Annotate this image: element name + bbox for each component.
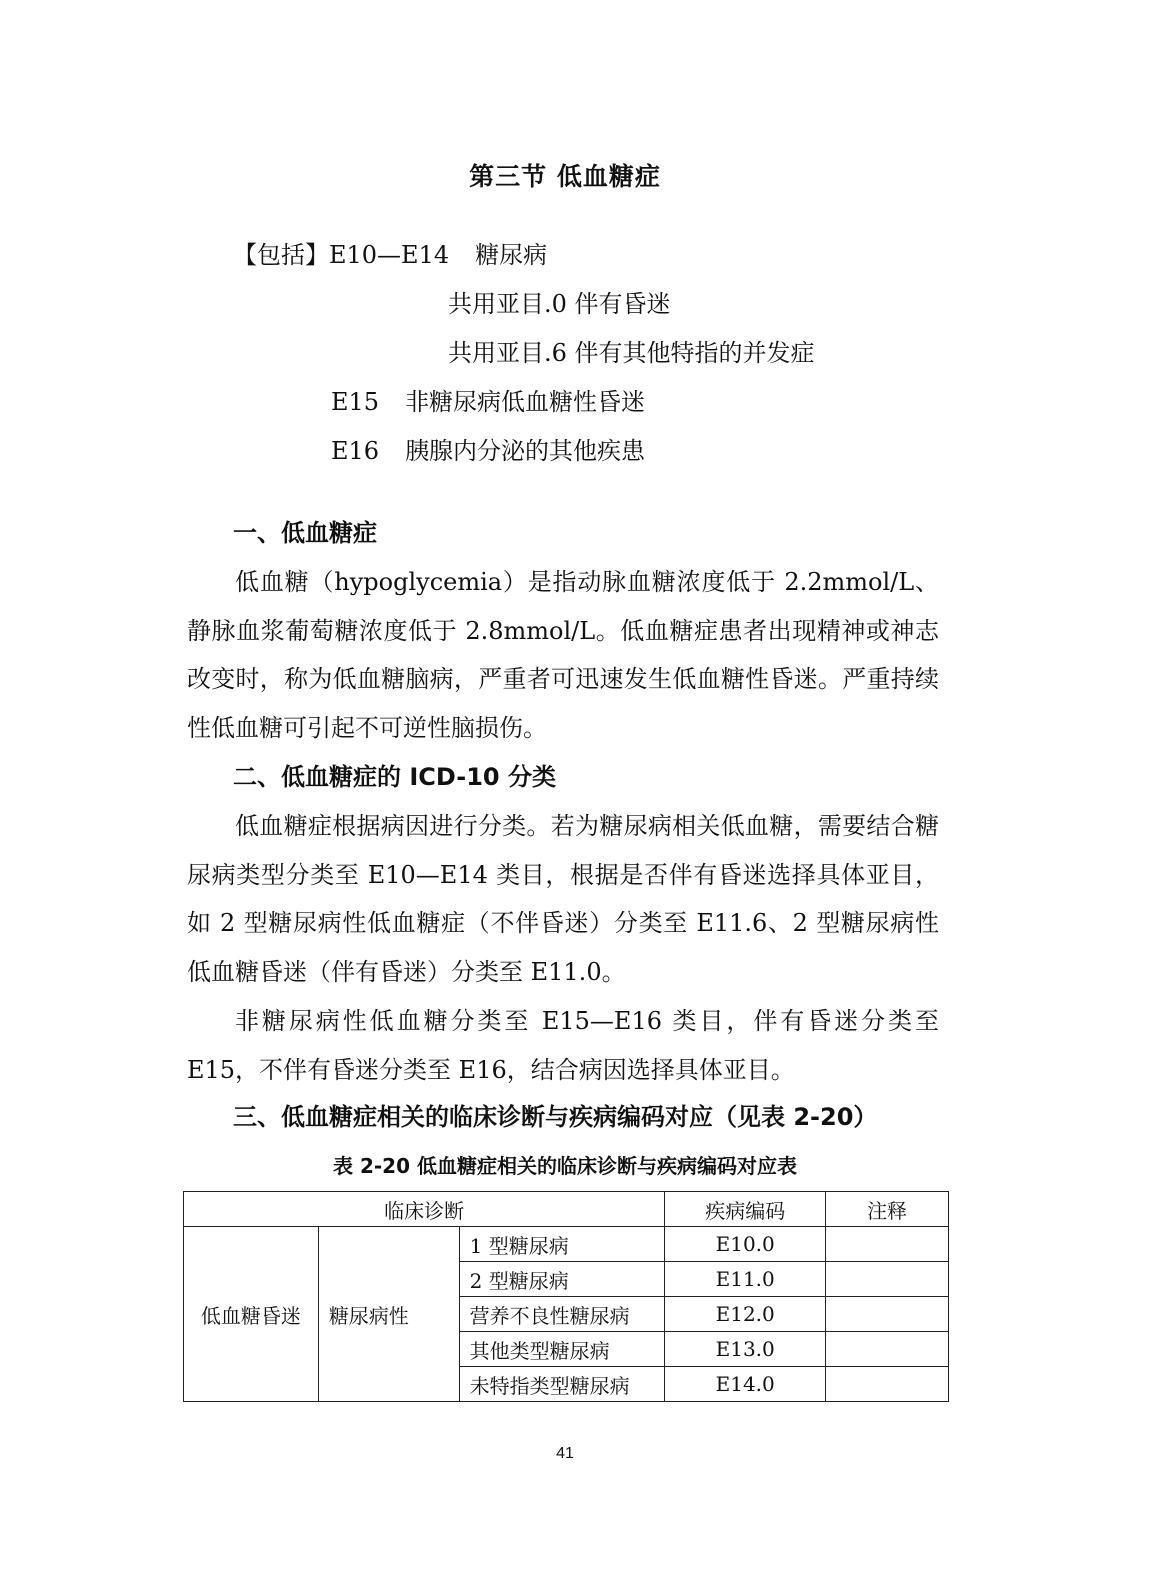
section-heading-1: 一、低血糖症 (233, 519, 377, 547)
header-disease-code: 疾病编码 (665, 1192, 826, 1227)
table-row (184, 1227, 949, 1262)
code-cell: E14.0 (665, 1367, 826, 1402)
paragraph-classification: 低血糖症根据病因进行分类。若为糖尿病相关低血糖，需要结合糖尿病类型分类至 E10—E14 类目，根据是否伴有昏迷选择具体亚目，如 2 型糖尿病性低血糖症（不伴昏迷）分类至 E11.6、2 型糖尿病性低血糖昏迷（伴有昏迷）分类至 E11.0。 (187, 812, 939, 986)
header-clinical-diagnosis: 临床诊断 (184, 1192, 665, 1227)
note-cell (826, 1367, 949, 1402)
include-text: 共用亚目.6 伴有其他特指的并发症 (448, 339, 815, 367)
table-header-row (184, 1192, 949, 1227)
include-code: E10—E14 (329, 241, 450, 269)
note-cell (826, 1227, 949, 1262)
include-code: E15 (331, 388, 380, 416)
include-line-3 (448, 335, 815, 371)
include-line-5 (331, 433, 645, 469)
paragraph-non-diabetic: 非糖尿病性低血糖分类至 E15—E16 类目，伴有昏迷分类至 E15，不伴有昏迷分类至 E16，结合病因选择具体亚目。 (187, 1007, 939, 1084)
include-line-1 (233, 237, 547, 273)
table-caption: 表 2-20 低血糖症相关的临床诊断与疾病编码对应表 (333, 1154, 797, 1178)
header-note: 注释 (826, 1192, 949, 1227)
code-cell: E13.0 (665, 1332, 826, 1367)
include-bracket: 【包括】 (233, 241, 329, 269)
include-code: E16 (331, 437, 380, 465)
section-title: 第三节 低血糖症 (469, 162, 661, 191)
diagnosis-cell: 其他类型糖尿病 (459, 1332, 665, 1367)
diagnosis-code-table (183, 1191, 949, 1402)
diagnosis-cell: 1 型糖尿病 (459, 1227, 665, 1262)
diagnosis-cell: 营养不良性糖尿病 (459, 1297, 665, 1332)
include-line-2 (448, 286, 671, 322)
group-cell-diabetic: 糖尿病性 (318, 1227, 459, 1402)
code-cell: E12.0 (665, 1297, 826, 1332)
note-cell (826, 1262, 949, 1297)
note-cell (826, 1297, 949, 1332)
include-text: 共用亚目.0 伴有昏迷 (448, 290, 671, 318)
diagnosis-cell: 2 型糖尿病 (459, 1262, 665, 1297)
include-text: 糖尿病 (475, 241, 548, 269)
code-cell: E11.0 (665, 1262, 826, 1297)
section-heading-2: 二、低血糖症的 ICD-10 分类 (233, 763, 556, 791)
paragraph-hypoglycemia-definition: 低血糖（hypoglycemia）是指动脉血糖浓度低于 2.2mmol/L、静脉血浆葡萄糖浓度低于 2.8mmol/L。低血糖症患者出现精神或神志改变时，称为低血糖脑病，严重者可迅速发生低血糖性昏迷。严重持续性低血糖可引起不可逆性脑损伤。 (187, 568, 939, 742)
group-cell-hypoglycemic-coma: 低血糖昏迷 (184, 1227, 319, 1402)
include-text: 非糖尿病低血糖性昏迷 (405, 388, 646, 416)
page-number: 41 (556, 1445, 574, 1462)
section-heading-3: 三、低血糖症相关的临床诊断与疾病编码对应（见表 2-20） (233, 1103, 878, 1131)
code-cell: E10.0 (665, 1227, 826, 1262)
note-cell (826, 1332, 949, 1367)
include-line-4 (331, 384, 645, 420)
diagnosis-cell: 未特指类型糖尿病 (459, 1367, 665, 1402)
include-text: 胰腺内分泌的其他疾患 (405, 437, 646, 465)
